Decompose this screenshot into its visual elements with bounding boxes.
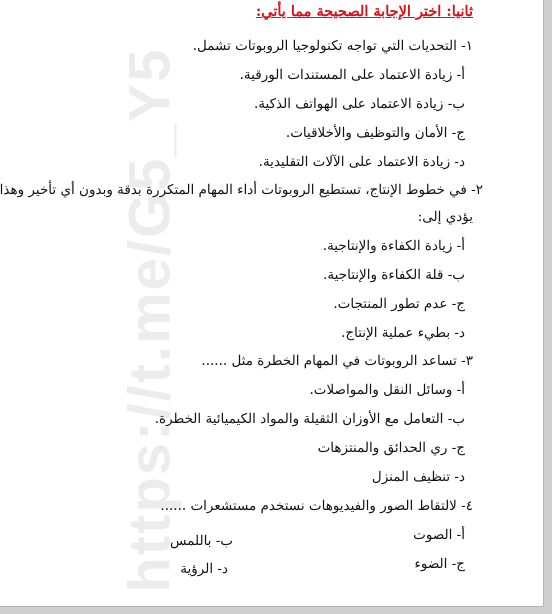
question-4-option-c: ج- الضوء — [414, 556, 465, 572]
question-2-continuation: يؤدي إلى: — [417, 209, 473, 225]
question-4-option-a: أ- الصوت — [413, 527, 465, 543]
question-3-option-d: د- تنظيف المنزل — [371, 469, 465, 485]
watermark: https://t.me/G5_Y5 — [117, 47, 183, 593]
question-2-option-b: ب- قلة الكفاءة والإنتاجية. — [323, 267, 465, 283]
question-2-option-c: ج- عدم تطور المنتجات. — [333, 296, 465, 312]
question-2-option-a: أ- زيادة الكفاءة والإنتاجية. — [322, 238, 465, 254]
question-4-option-d: د- الرؤية — [180, 561, 228, 577]
question-3-option-a: أ- وسائل النقل والمواصلات. — [309, 382, 465, 398]
question-1: ١- التحديات التي تواجه تكنولوجيا الروبوتات تشمل. — [192, 38, 473, 54]
question-2-option-d: د- بطيء عملية الإنتاج. — [341, 325, 465, 341]
question-3: ٣- تساعد الروبوتات في المهام الخطرة مثل ...... — [201, 353, 473, 369]
section-heading: ثانيا: اختر الإجابة الصحيحة مما يأتي: — [255, 3, 473, 20]
question-1-option-d: د- زيادة الاعتماد على الآلات التقليدية. — [258, 154, 465, 170]
question-3-option-b: ب- التعامل مع الأوزان الثقيلة والمواد الكيميائية الخطرة. — [154, 411, 465, 427]
question-1-option-a: أ- زيادة الاعتماد على المستندات الورقية. — [239, 67, 465, 83]
question-1-option-b: ب- زيادة الاعتماد على الهواتف الذكية. — [253, 96, 465, 112]
question-2: ٢- في خطوط الإنتاج، تستطيع الروبوتات أداء المهام المتكررة بدقة وبدون أي تأخير وهذا — [0, 182, 483, 198]
question-1-option-c: ج- الأمان والتوظيف والأخلاقيات. — [285, 125, 465, 141]
question-4-option-b: ب- باللمس — [169, 533, 233, 549]
question-3-option-c: ج- ري الحدائق والمنتزهات — [317, 440, 465, 456]
question-4: ٤- لالتقاط الصور والفيديوهات نستخدم مستشعرات ...... — [160, 498, 473, 514]
